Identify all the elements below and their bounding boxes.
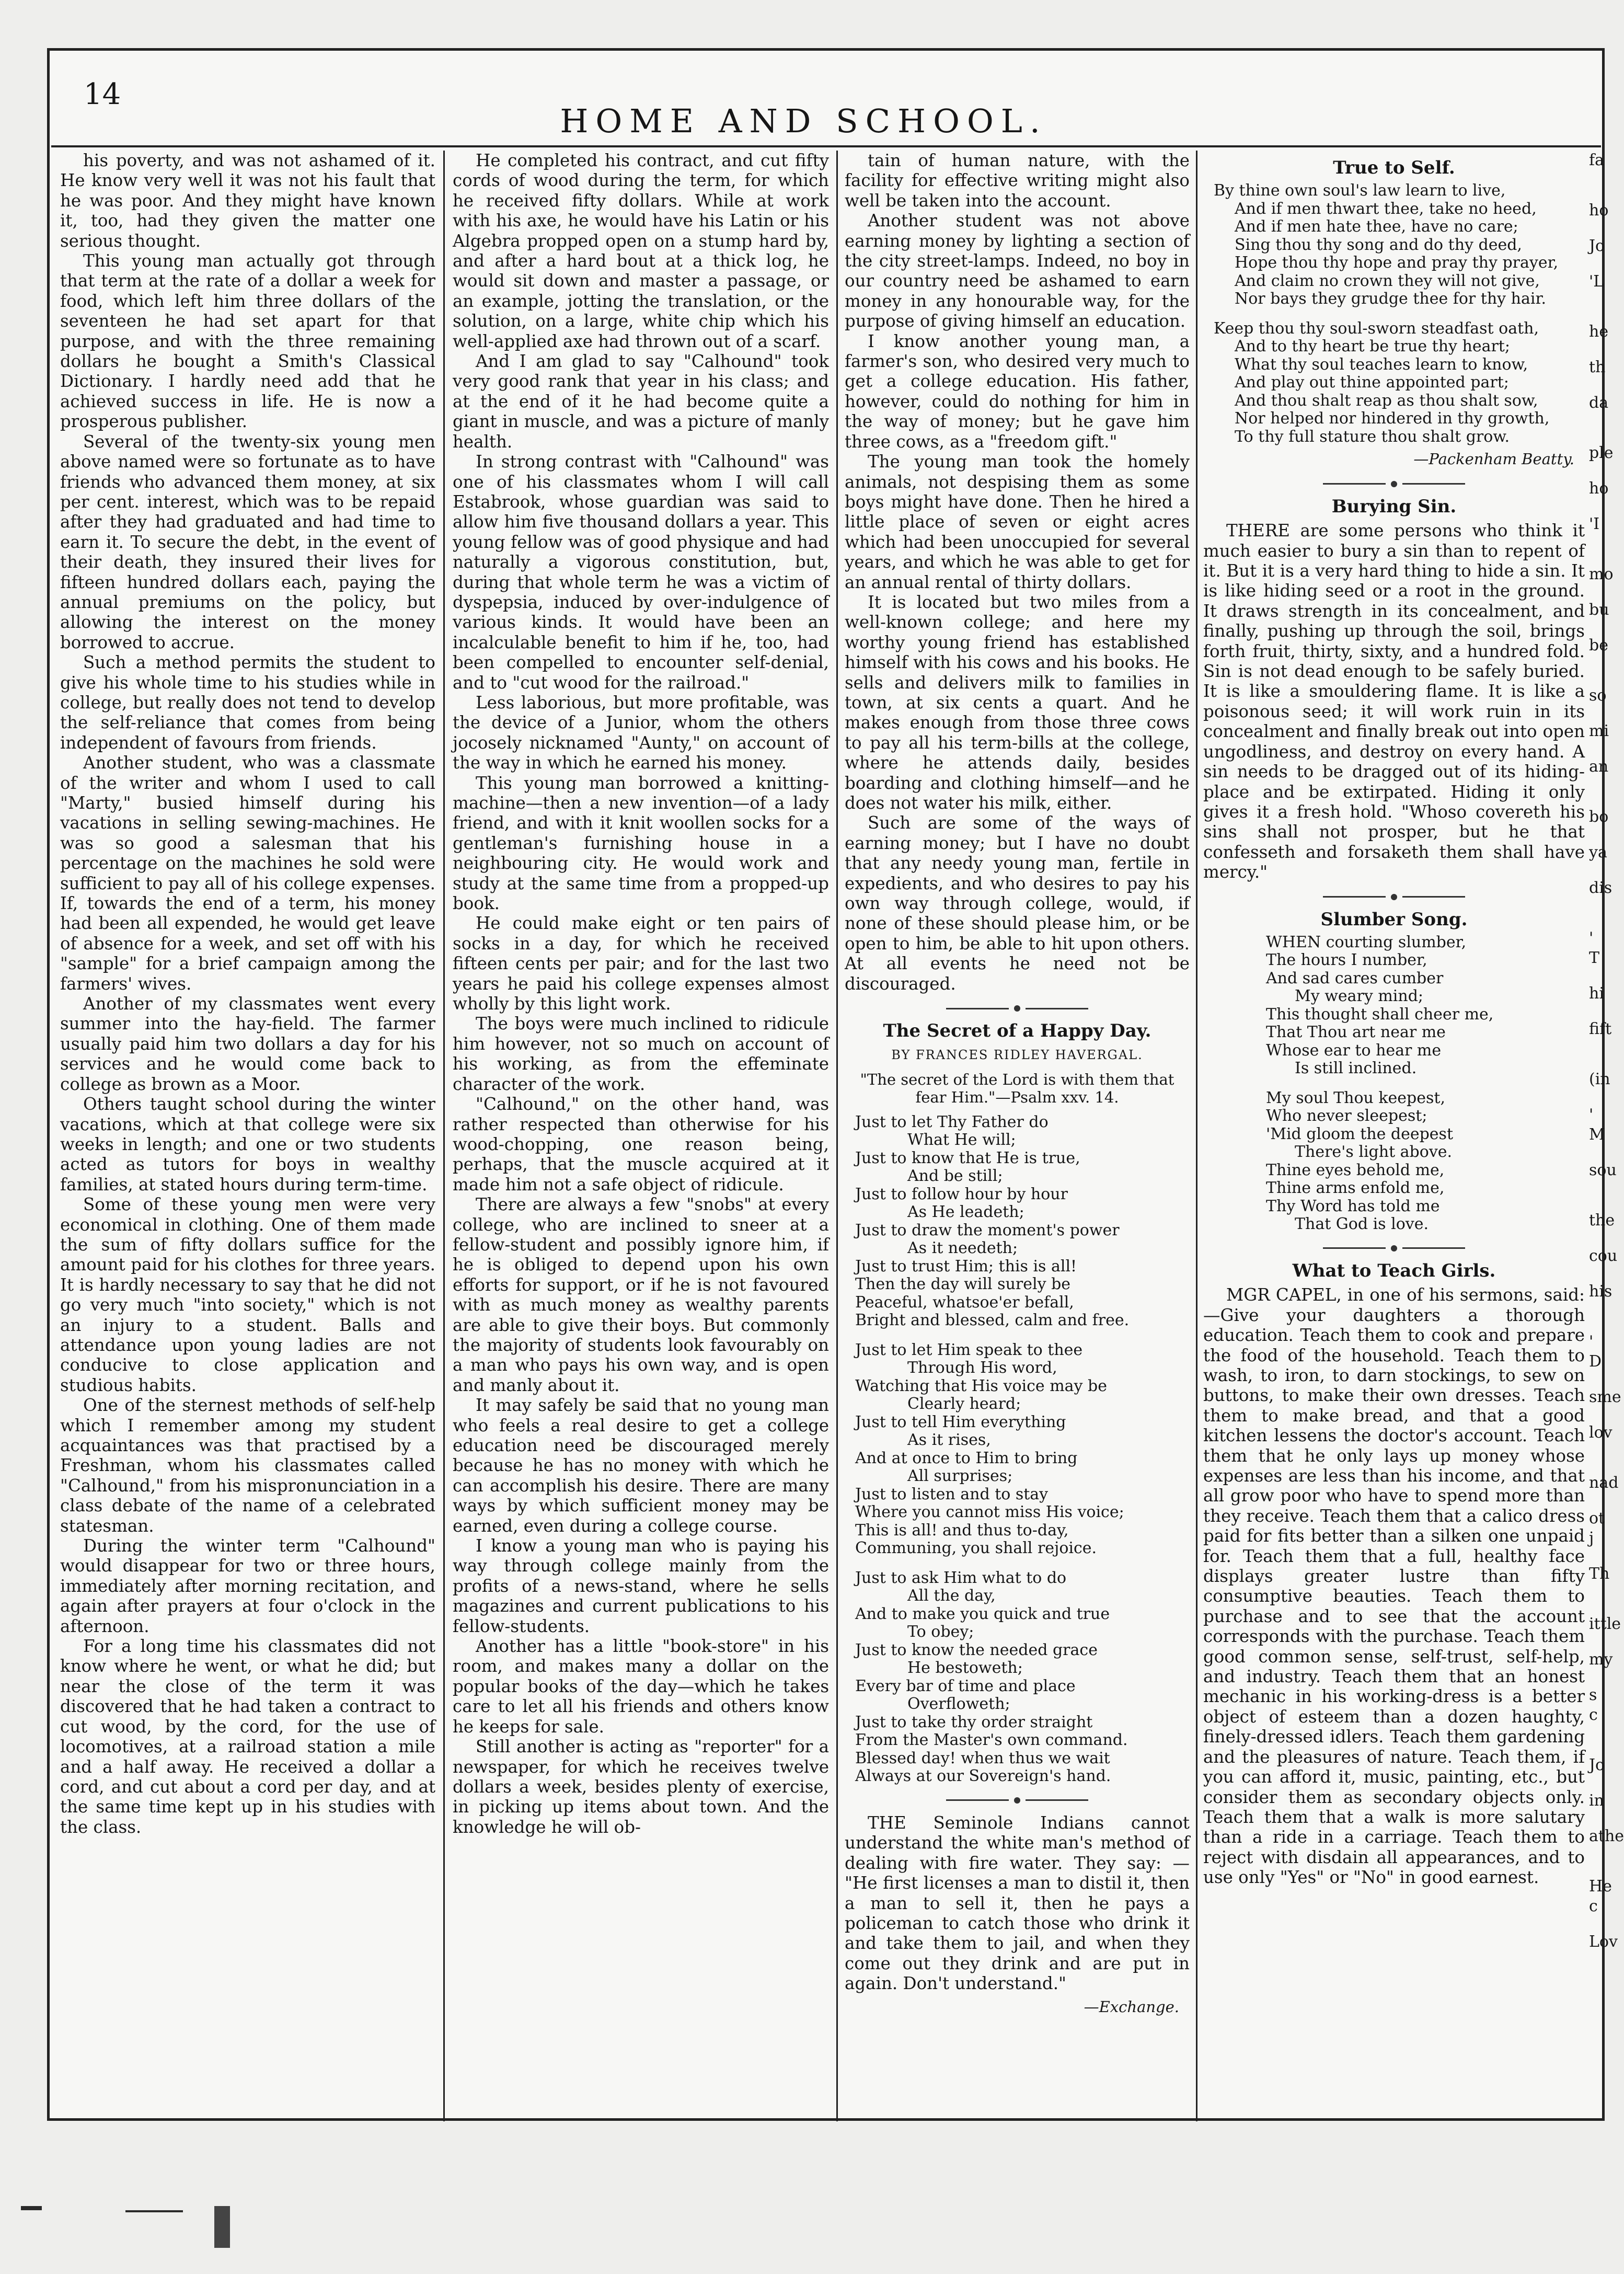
fragment-line: fa <box>1589 151 1604 169</box>
fragment-line: mo <box>1589 565 1614 583</box>
verse-line: Hope thou thy hope and pray thy prayer, <box>1235 254 1559 272</box>
verse-line: WHEN courting slumber, <box>1266 933 1467 951</box>
article-title: Slumber Song. <box>1320 909 1468 930</box>
paragraph: MGR CAPEL, in one of his sermons, said:—Give your daughters a thorough education. Teach them to cook and prepare the food of the household. Teach them to wash, to iron, to darn stockings, to sew on buttons, to make their own dresses. Teach them to make bread, and that a good kitchen lessens the doctor's account. Teach them that he only lays up money whose expenses are less than his income, and that all grow poor who have to spend more than they receive. Teach them that a calico dress paid for fits better than a silken one unpaid for. Teach them that a full, healthy face displays greater lustre than fifty consumptive beauties. Teach them to purchase and to see that the account corresponds with the purchase. Teach them good common sense, self-trust, self-help, and industry. Teach them that an honest mechanic in his working-dress is a better object of esteem than a dozen haughty, finely-dressed idlers. Teach them gardening and the pleasures of nature. Teach them, if you can afford it, music, painting, etc., but consider them as secondary objects only. Teach them that a walk is more salutary than a ride in a carriage. Teach them to reject with disdain all appearances, and to use only "Yes" or "No" in good earnest. <box>1203 1285 1585 1888</box>
fragment-line: He c <box>1589 1877 1612 1915</box>
ornament-divider <box>1203 894 1585 900</box>
verse-line: And to thy heart be true thy heart; <box>1235 337 1510 356</box>
ornament-bar <box>1402 896 1465 898</box>
fragment-line: mi <box>1589 722 1609 740</box>
fragment-line: he <box>1589 323 1609 341</box>
article-title: True to Self. <box>1333 157 1455 178</box>
paragraph: his poverty, and was not ashamed of it. He know very well it was not his fault that he was poor. And they might have known it, too, had they given the matter one serious thought. <box>60 151 435 251</box>
adjacent-page-fragment <box>1589 151 1624 2116</box>
fragment-line: bo <box>1589 808 1609 826</box>
fragment-line: cou <box>1589 1247 1618 1265</box>
verse-line: Just to know that He is true, <box>855 1149 1080 1167</box>
verse-line: Overfloweth; <box>907 1695 1010 1714</box>
fragment-line: an <box>1589 757 1609 776</box>
paragraph: One of the sternest methods of self-help which I remember among my student acquaintances was that practised by a Freshman, whom his classmates called "Calhound," from his mispronunciation in a class debate of the name of a celebrated statesman. <box>60 1395 435 1536</box>
verse-line: Communing, you shall rejoice. <box>855 1539 1097 1558</box>
verse-line: Through His word, <box>907 1359 1057 1377</box>
verse-line: Watching that His voice may be <box>855 1376 1107 1395</box>
verse-line: And sad cares cumber <box>1266 969 1444 987</box>
byline: BY FRANCES RIDLEY HAVERGAL. <box>891 1048 1143 1063</box>
fragment-line: Jo <box>1589 237 1605 255</box>
verse-line: Bright and blessed, calm and free. <box>855 1311 1130 1330</box>
verse-line: And if men hate thee, have no care; <box>1235 217 1518 236</box>
paragraph: I know another young man, a farmer's son, who desired very much to get a college education. His father, however, could do nothing for him in the way of money; but he gave him three cows, as a "freedom gift." <box>845 331 1190 452</box>
fragment-line: s c <box>1589 1686 1598 1724</box>
verse-line: And at once to Him to bring <box>855 1449 1078 1467</box>
ornament-bar <box>1323 1247 1386 1249</box>
ornament-dot <box>1391 1245 1397 1251</box>
verse-line: What thy soul teaches learn to know, <box>1235 355 1528 374</box>
fragment-line: lov <box>1589 1423 1613 1442</box>
column-3 <box>845 151 1190 2119</box>
stanza-gap <box>845 1330 1190 1341</box>
paragraph: This young man actually got through that term at the rate of a dollar a week for food, which left him three dollars of the seventeen he had set apart for that purpose, and with the three remaining dollars he bought a Smith's Classical Dictionary. I hardly need add that he achieved success in life. He is now a prosperous publisher. <box>60 251 435 432</box>
ornament-bar <box>1402 483 1465 485</box>
fragment-line: ' M <box>1589 1106 1605 1144</box>
ornament-dot <box>1391 481 1397 487</box>
fragment-line: ho <box>1589 201 1609 220</box>
verse-line: Thine eyes behold me, <box>1266 1161 1445 1179</box>
paragraph: In strong contrast with "Calhound" was one of his classmates whom I will call Estabrook, whose guardian was said to allow him five thousand dollars a year. This young fellow was of good physique and had naturally a vigorous constitution, but, during that whole term he was a victim of dyspepsia, induced by over-indulgence of various kinds. It would have been an incalculable benefit to him if he, too, had been compelled to encounter self-denial, and to "cut wood for the railroad." <box>453 452 829 693</box>
verse-line: Just to take thy order straight <box>855 1713 1093 1731</box>
verse-line: Whose ear to hear me <box>1266 1041 1442 1060</box>
column-divider-1 <box>443 151 445 2121</box>
verse-line: This thought shall cheer me, <box>1266 1005 1494 1024</box>
paragraph: Several of the twenty-six young men above named were so fortunate as to have friends who advanced them money, at six per cent. interest, which was to be repaid after they had graduated and had time to earn it. To secure the debt, in the event of their death, they insured their lives for fifteen hundred dollars each, paying the annual premiums on the policy, but allowing the interest on the money borrowed to accrue. <box>60 431 435 652</box>
paragraph: Another of my classmates went every summer into the hay-field. The farmer usually paid him two dollars a day for his services and he would come back to college as brown as a Moor. <box>60 994 435 1094</box>
ornament-bar <box>1026 1799 1088 1801</box>
verse-line: As it needeth; <box>907 1239 1018 1258</box>
verse-line: To thy full stature thou shalt grow. <box>1235 427 1510 446</box>
ornament-bar <box>946 1008 1009 1009</box>
fragment-line: bu <box>1589 601 1609 619</box>
column-2 <box>453 151 829 2119</box>
verse-line: Just to know the needed grace <box>855 1640 1098 1659</box>
fragment-line: his <box>1589 1282 1613 1301</box>
verse-line: That Thou art near me <box>1266 1023 1446 1042</box>
verse-line: There's light above. <box>1295 1143 1453 1162</box>
paragraph: THE Seminole Indians cannot understand the white man's method of dealing with fire water. They say: — "He first licenses a man to distil it, then a man to sell it, then he pays a policeman to catch those who drink it and take them to jail, and when they come out they drink and are put in again. Don't understand." <box>845 1812 1190 1994</box>
verse-line: Just to trust Him; this is all! <box>855 1257 1077 1276</box>
poem-body <box>1203 182 1585 446</box>
verse-line: As it rises, <box>907 1431 991 1450</box>
paragraph: It is located but two miles from a well-known college; and here my worthy young friend has established himself with his cows and his books. He sells and delivers milk to families in town, at six cents a quart. And he makes enough from those three cows to pay all his term-bills at the college, where he attends daily, besides boarding and clothing himself—and he does not water his milk, either. <box>845 592 1190 813</box>
paragraph: The young man took the homely animals, not despising them as some boys might have done. Then he hired a little place of seven or eight acres which had been unoccupied for several years, and which he was able to get for an annual rental of thirty dollars. <box>845 452 1190 592</box>
verse-line: Always at our Sovereign's hand. <box>855 1767 1111 1786</box>
header-rule <box>51 145 1601 147</box>
fragment-line: 'L <box>1589 272 1604 291</box>
fragment-line: ' T <box>1589 929 1600 967</box>
paragraph: He could make eight or ten pairs of socks in a day, for which he received fifteen cents per pair; and for the last two years he paid his college expenses almost wholly by this light work. <box>453 913 829 1014</box>
column-1 <box>60 151 435 2119</box>
page-number: 14 <box>84 77 121 111</box>
verse-line: Just to draw the moment's power <box>855 1221 1120 1239</box>
paragraph: During the winter term "Calhound" would disappear for two or three hours, immediately after morning recitation, and again after prayers at four o'clock in the afternoon. <box>60 1536 435 1636</box>
fragment-line: ittle <box>1589 1615 1621 1633</box>
paragraph: Less laborious, but more profitable, was the device of a Junior, whom the others jocosely nicknamed "Aunty," on account of the way in which he earned his money. <box>453 692 829 773</box>
stanza-gap <box>1203 1078 1585 1089</box>
paragraph: There are always a few "snobs" at every college, who are inclined to sneer at a fellow-student and possibly ignore him, if he is obliged to depend upon his own efforts for support, or if he is not favoured with as much money as wealthy parents are able to give their boys. But commonly the majority of students look favourably on a man who pays his own way, and is open and manly about it. <box>453 1195 829 1395</box>
verse-line: Nor bays they grudge thee for thy hair. <box>1235 290 1547 308</box>
verse-line: All surprises; <box>907 1467 1013 1486</box>
paragraph: I know a young man who is paying his way through college mainly from the profits of a news-stand, where he sells magazines and current publications to his fellow-students. <box>453 1536 829 1636</box>
column-divider-3 <box>1196 151 1197 2121</box>
fragment-line: be <box>1589 636 1608 654</box>
paragraph: THERE are some persons who think it much easier to bury a sin than to repent of it. But it is a very hard thing to hide a sin. It is like hiding seed or a root in the ground. It draws strength in its concealment, and finally, pushing up through the soil, brings forth fruit, thirty, sixty, and a hundred fold. Sin is not dead enough to be safely buried. It is like a smouldering flame. It is like a poisonous seed; it will work ruin in its concealment and finally break out into open ungodliness, and destroy on every hand. A sin needs to be dragged out of its hiding-place and be extirpated. Hiding it only gives it a fresh hold. "Whoso covereth his sins shall not prosper, but he that confesseth and forsaketh them shall have mercy." <box>1203 521 1585 882</box>
verse-line: Sing thou thy song and do thy deed, <box>1235 235 1522 254</box>
paragraph: This young man borrowed a knitting-machine—then a new invention—of a lady friend, and with it knit woollen socks for a gentleman's furnishing house in a neighbouring city. He would work and study at the same time from a propped-up book. <box>453 773 829 914</box>
fragment-line: so <box>1589 686 1607 705</box>
verse-line: The hours I number, <box>1266 951 1427 970</box>
ornament-divider <box>845 1005 1190 1012</box>
verse-line: Just to tell Him everything <box>855 1412 1066 1431</box>
paragraph: Another has a little "book-store" in his room, and makes many a dollar on the popular books of the day—which he takes care to let all his friends and others know he keeps for sale. <box>453 1636 829 1737</box>
fragment-line: th <box>1589 358 1606 376</box>
verse-line: Blessed day! when thus we wait <box>855 1749 1110 1767</box>
ornament-bar <box>1402 1247 1465 1249</box>
verse-line: Clearly heard; <box>907 1395 1021 1414</box>
poem-body <box>1203 934 1585 1234</box>
scan-smudge <box>21 2206 42 2210</box>
verse-line: Just to let Thy Father do <box>855 1112 1049 1131</box>
verse-line: Peaceful, whatsoe'er befall, <box>855 1293 1074 1312</box>
paragraph: The boys were much inclined to ridicule him however, not so much on account of his working, as from the effeminate character of the work. <box>453 1014 829 1094</box>
attribution: —Packenham Beatty. <box>1413 450 1574 468</box>
fragment-line: 'I <box>1589 515 1600 533</box>
paragraph: Another student was not above earning money by lighting a section of the city street-lamps. Indeed, no boy in our country need be ashamed to earn money in any honourable way, for the purpose of giving himself an education. <box>845 211 1190 331</box>
verse-line: Just to let Him speak to thee <box>855 1340 1083 1359</box>
verse-line: And be still; <box>907 1167 1003 1186</box>
verse-line: As He leadeth; <box>907 1203 1024 1222</box>
paragraph: Still another is acting as "reporter" for a newspaper, for which he receives twelve dollars a week, besides plenty of exercise, in picking up items about town. And the knowledge he will ob- <box>453 1737 829 1837</box>
paragraph: It may safely be said that no young man who feels a real desire to get a college education need be discouraged merely because he has no money with which he can accomplish his desire. There are many ways by which sufficient money may be earned, even during a college course. <box>453 1395 829 1536</box>
column-divider-2 <box>836 151 838 2121</box>
stanza-gap <box>845 1558 1190 1569</box>
verse-line: Then the day will surely be <box>855 1275 1071 1294</box>
poem-body <box>845 1113 1190 1786</box>
fragment-line: in <box>1589 1791 1604 1810</box>
verse-line: And claim no crown they will not give, <box>1235 271 1540 290</box>
fragment-line: ot j <box>1589 1509 1605 1547</box>
verse-line: Thy Word has told me <box>1266 1197 1440 1215</box>
verse-line: And to make you quick and true <box>855 1604 1110 1623</box>
verse-line: Where you cannot miss His voice; <box>855 1503 1124 1522</box>
verse-line: Nor helped nor hindered in thy growth, <box>1235 409 1550 428</box>
verse-line: And play out thine appointed part; <box>1235 373 1509 392</box>
verse-line: Is still inclined. <box>1295 1059 1417 1078</box>
verse-line: Thine arms enfold me, <box>1266 1179 1445 1198</box>
verse-line: To obey; <box>907 1623 974 1641</box>
paragraph: "Calhound," on the other hand, was rather respected than otherwise for his wood-chopping, one reason being, perhaps, that the muscle acquired at it made him not a safe object of ridicule. <box>453 1094 829 1195</box>
fragment-line: ' D <box>1589 1333 1602 1371</box>
ornament-dot <box>1014 1005 1020 1012</box>
verse-line: All the day, <box>907 1587 996 1605</box>
verse-line: This is all! and thus to-day, <box>855 1521 1069 1540</box>
verse-line: And thou shalt reap as thou shalt sow, <box>1235 391 1538 410</box>
ornament-dot <box>1014 1797 1020 1804</box>
paragraph: tain of human nature, with the facility for effective writing might also well be taken into the account. <box>845 151 1190 211</box>
article-title: The Secret of a Happy Day. <box>883 1020 1151 1042</box>
fragment-line: athe <box>1589 1827 1624 1845</box>
paragraph: Some of these young men were very economical in clothing. One of them made the sum of fifty dollars suffice for the amount paid for his clothes for three years. It is hardly necessary to say that he did not go very much "into society," which is not an injury to a student. Balls and attendance upon young ladies are not conducive to close application and studious habits. <box>60 1195 435 1395</box>
ornament-divider <box>845 1797 1190 1804</box>
fragment-line: ya <box>1589 843 1607 862</box>
verse-line: Just to follow hour by hour <box>855 1185 1068 1203</box>
ornament-bar <box>1323 483 1386 485</box>
verse-line: And if men thwart thee, take no heed, <box>1235 199 1537 218</box>
column-4 <box>1203 151 1585 2119</box>
stanza-gap <box>1203 308 1585 320</box>
paragraph: For a long time his classmates did not know where he went, or what he did; but near the close of the term it was discovered that he had taken a contract to cut wood, by the cord, for the use of locomotives, at a railroad station a mile and a half away. He received a dollar a cord, and cut about a cord per day, and at the same time kept up in his studies with the class. <box>60 1636 435 1837</box>
verse-line: That God is love. <box>1295 1215 1429 1234</box>
ornament-bar <box>1026 1008 1088 1009</box>
attribution: —Exchange. <box>1084 1997 1179 2016</box>
fragment-line: (in <box>1589 1070 1610 1088</box>
fragment-line: hi <box>1589 984 1604 1003</box>
fragment-line: ple <box>1589 444 1614 462</box>
fragment-line: da <box>1589 394 1609 412</box>
fragment-line: the <box>1589 1211 1615 1230</box>
paragraph: He completed his contract, and cut fifty cords of wood during the term, for which he received fifty dollars. While at work with his axe, he would have his Latin or his Algebra propped open on a stump hard by, and after a hard bout at a thick log, he would sit down and master a passage, or an example, jotting the translation, or the solution, on a large, white chip which his well-applied axe had thrown out of a scarf. <box>453 151 829 351</box>
running-title: HOME AND SCHOOL. <box>560 102 1047 140</box>
paragraph: Another student, who was a classmate of the writer and whom I used to call "Marty," busied himself during his vacations in selling sewing-machines. He was so good a salesman that his percentage on the machines he sold were sufficient to pay all of his college expenses. If, towards the end of a term, his money had been all expended, he would get leave of absence for a week, and set off with his "sample" for a brief campaign among the farmers' wives. <box>60 753 435 994</box>
verse-line: What He will; <box>907 1131 1016 1150</box>
verse-line: From the Master's own command. <box>855 1731 1128 1750</box>
verse-line: Who never sleepest; <box>1266 1107 1427 1125</box>
epigraph: "The secret of the Lord is with them that fear Him."—Psalm xxv. 14. <box>860 1070 1174 1106</box>
verse-line: Just to listen and to stay <box>855 1485 1049 1503</box>
verse-line: By thine own soul's law learn to live, <box>1214 181 1506 200</box>
paragraph: And I am glad to say "Calhound" took very good rank that year in his class; and at the end of it he had become quite a giant in muscle, and was a picture of manly health. <box>453 351 829 452</box>
paragraph: Such a method permits the student to give his whole time to his studies while in college, but really does not tend to develop the self-reliance that comes from being independent of favours from friends. <box>60 652 435 753</box>
verse-line: He bestoweth; <box>907 1659 1023 1678</box>
paragraph: Others taught school during the winter vacations, which at that college were six weeks in length; and one or two students acted as tutors for boys in wealthy families, at stated hours during term-time. <box>60 1094 435 1195</box>
verse-line: 'Mid gloom the deepest <box>1266 1124 1453 1143</box>
ornament-divider <box>1203 1245 1585 1251</box>
paragraph: Such are some of the ways of earning money; but I have no doubt that any needy young man, fertile in expedients, and who desires to pay his own way through college, would, if none of these should please him, or be open to him, be able to hit upon others. At all events he need not be discouraged. <box>845 813 1190 994</box>
article-title: Burying Sin. <box>1331 496 1457 517</box>
fragment-line: sou <box>1589 1161 1617 1179</box>
fragment-line: fift <box>1589 1020 1612 1038</box>
fragment-line: Jo <box>1589 1756 1605 1774</box>
scan-smudge <box>214 2206 230 2248</box>
fragment-line: Lov <box>1589 1933 1618 1951</box>
verse-line: Every bar of time and place <box>855 1676 1076 1695</box>
fragment-line: Th <box>1589 1565 1610 1583</box>
fragment-line: my <box>1589 1650 1613 1669</box>
ornament-divider <box>1203 481 1585 487</box>
fragment-line: nad <box>1589 1474 1619 1492</box>
article-title: What to Teach Girls. <box>1292 1260 1496 1281</box>
verse-line: My soul Thou keepest, <box>1266 1088 1445 1107</box>
verse-line: Keep thou thy soul-sworn steadfast oath, <box>1214 319 1539 338</box>
fragment-line: dis <box>1589 879 1613 897</box>
verse-line: Just to ask Him what to do <box>855 1568 1067 1587</box>
fragment-line: sme <box>1589 1388 1621 1406</box>
scan-smudge <box>125 2210 183 2212</box>
verse-line: My weary mind; <box>1295 987 1424 1006</box>
ornament-bar <box>946 1799 1009 1801</box>
fragment-line: ho <box>1589 479 1609 498</box>
ornament-bar <box>1323 896 1386 898</box>
ornament-dot <box>1391 894 1397 900</box>
